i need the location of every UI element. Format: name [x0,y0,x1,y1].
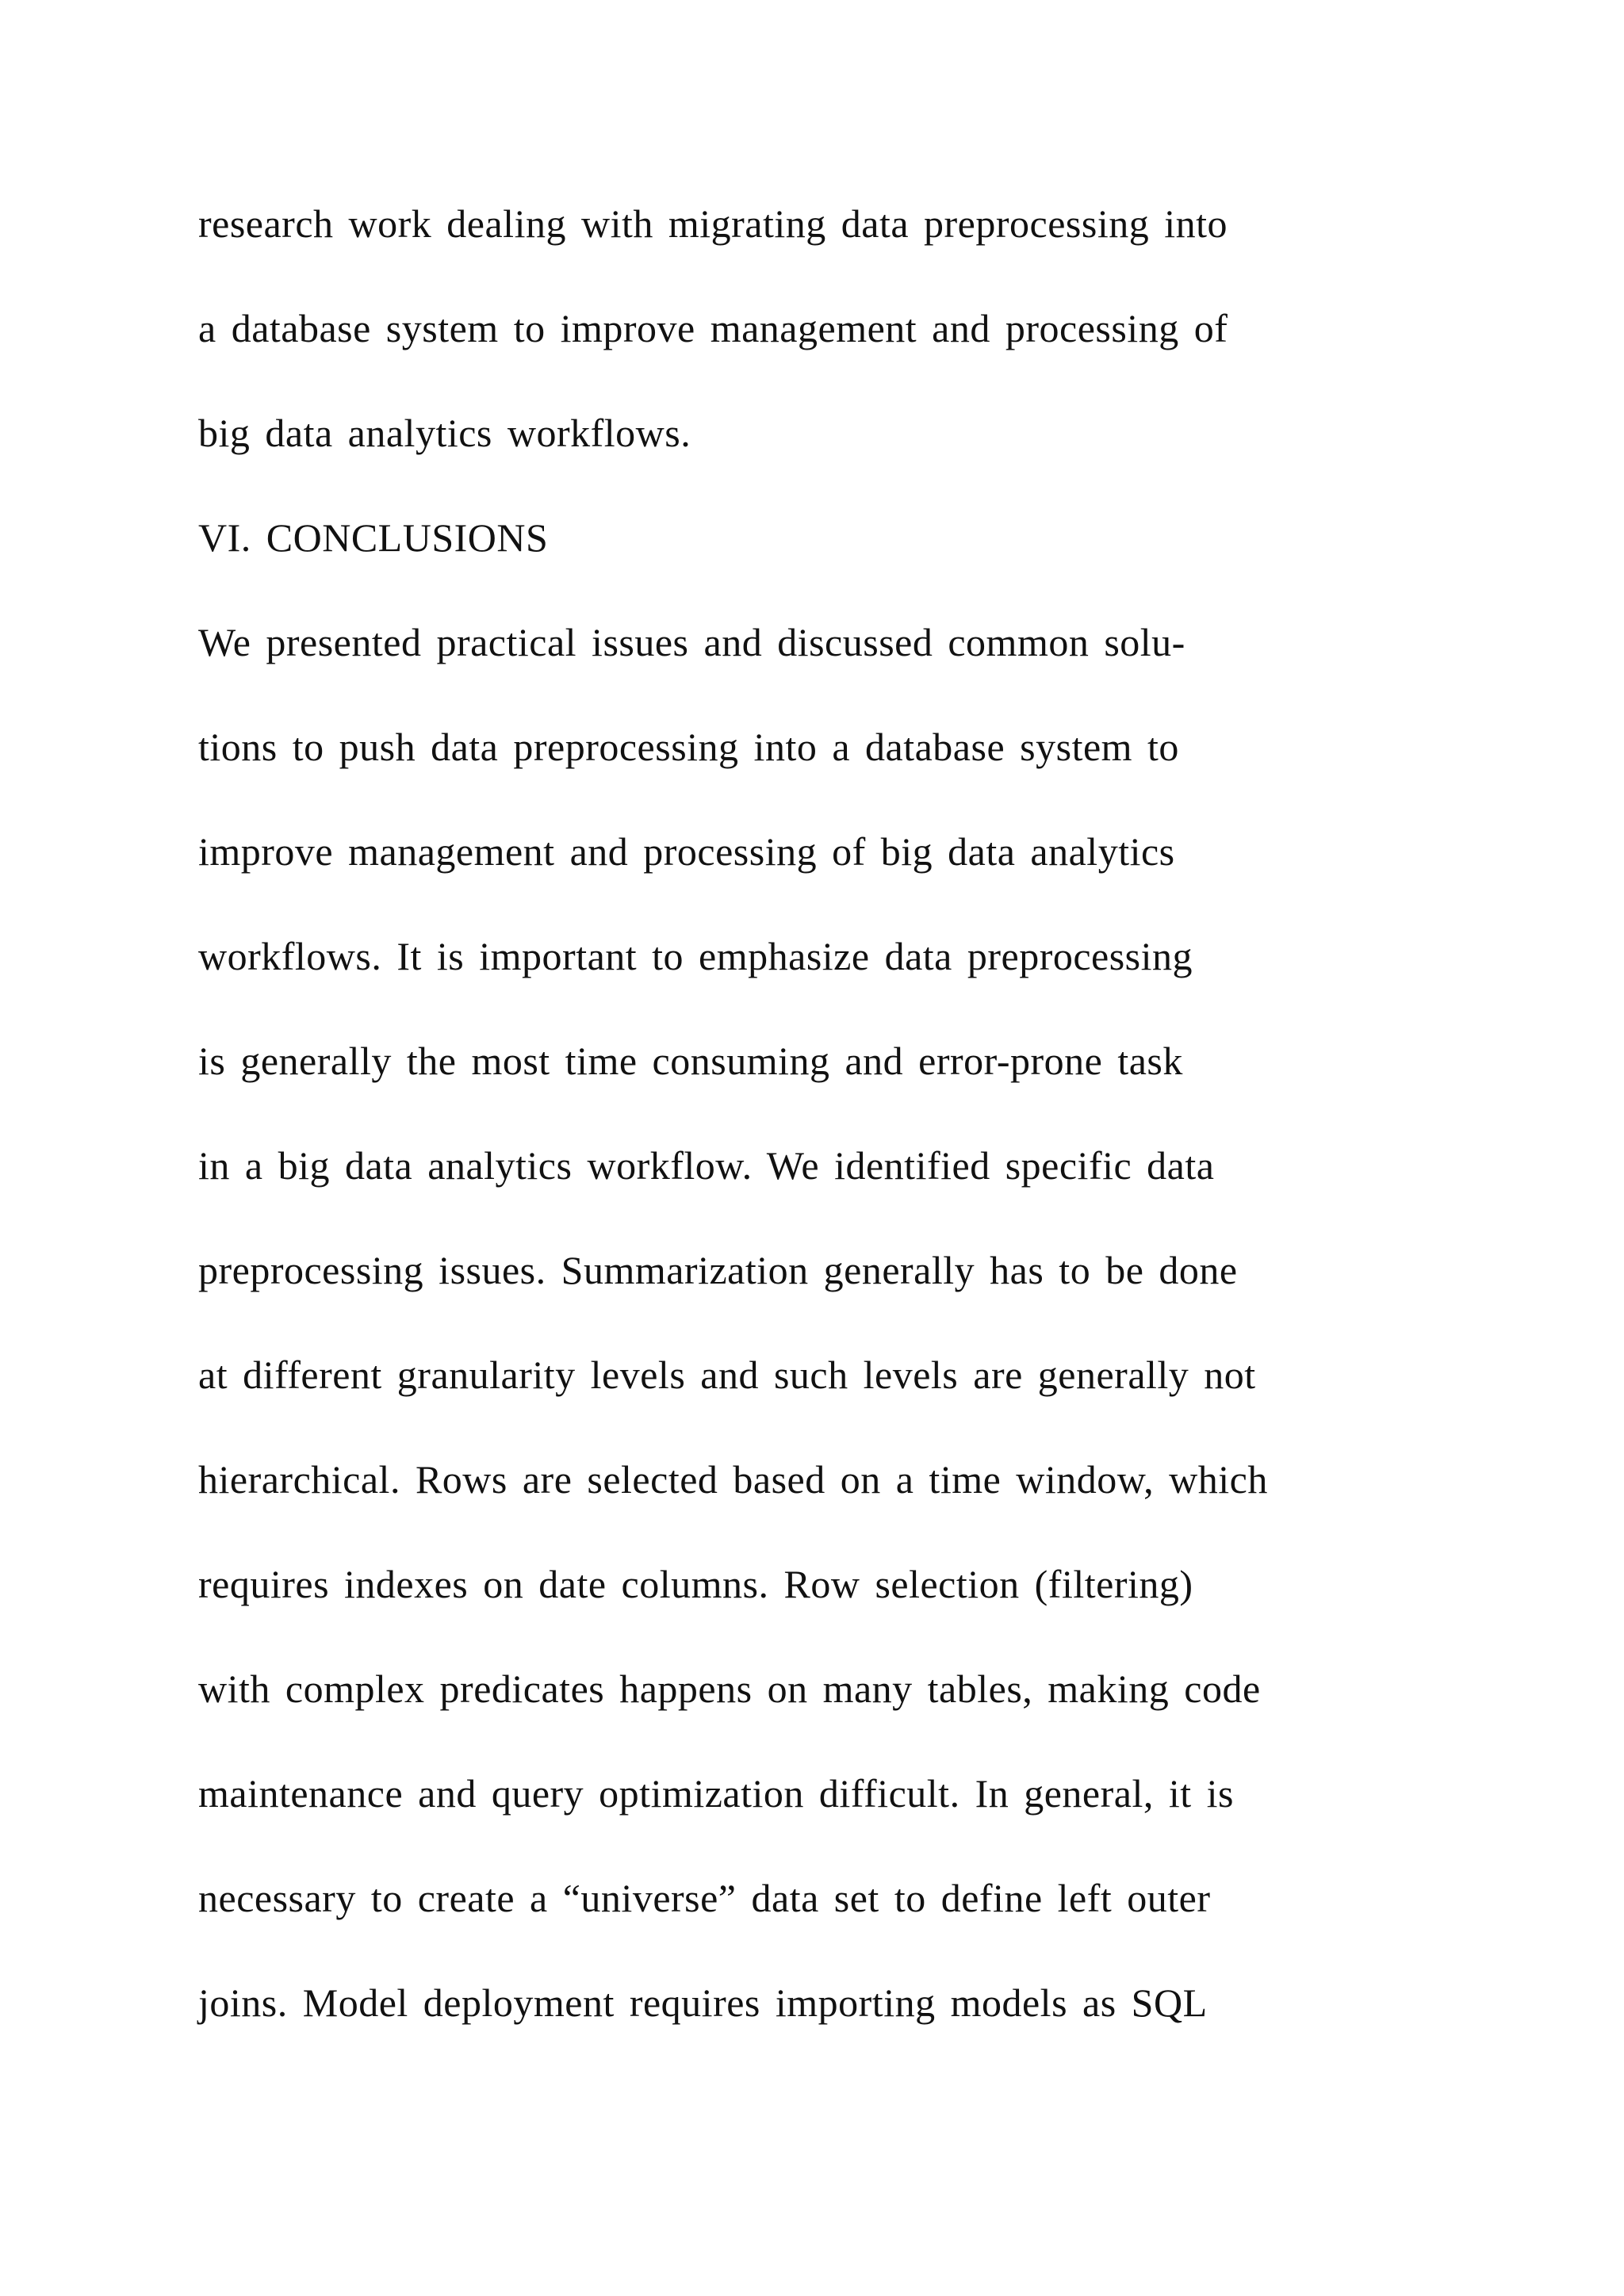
text-line: workflows. It is important to emphasize data preprocessing [198,934,1193,978]
text-line: improve management and processing of big data analytics [198,829,1175,874]
text-line: with complex predicates happens on many tables, making code [198,1667,1261,1711]
section-heading: VI. CONCLUSIONS [198,515,549,560]
text-line: We presented practical issues and discussed common solu- [198,620,1185,664]
text-line: in a big data analytics workflow. We identified specific data [198,1143,1215,1188]
text-line: big data analytics workflows. [198,411,691,455]
text-line: maintenance and query optimization difficult. In general, it is [198,1771,1234,1816]
text-line: joins. Model deployment requires importing models as SQL [198,1980,1208,2025]
body-text [198,195,1435,2079]
text-line: is generally the most time consuming and error-prone task [198,1039,1183,1083]
text-line: research work dealing with migrating data preprocessing into [198,201,1228,246]
text-line: requires indexes on date columns. Row selection (filtering) [198,1562,1193,1606]
text-line: hierarchical. Rows are selected based on a time window, which [198,1457,1268,1502]
text-line: at different granularity levels and such levels are generally not [198,1353,1256,1397]
text-line: a database system to improve management and processing of [198,306,1228,350]
text-line: tions to push data preprocessing into a database system to [198,725,1179,769]
text-line: necessary to create a “universe” data set to define left outer [198,1876,1211,1920]
text-line: preprocessing issues. Summarization generally has to be done [198,1248,1238,1292]
